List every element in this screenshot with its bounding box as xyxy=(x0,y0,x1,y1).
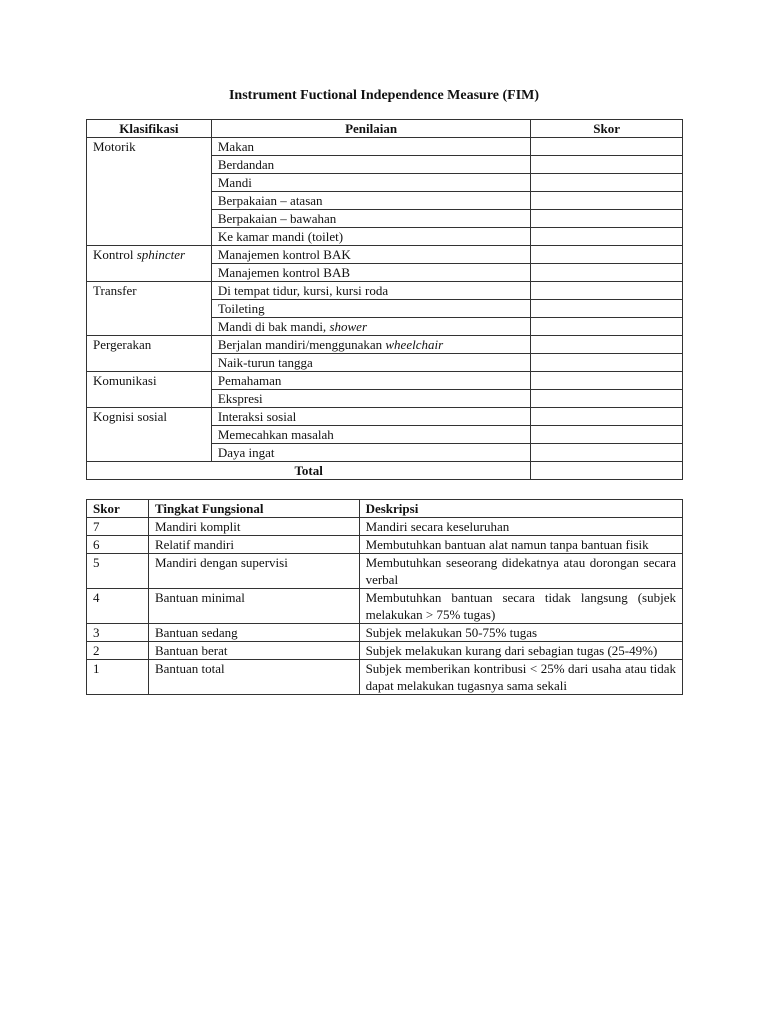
penilaian-cell xyxy=(211,192,530,210)
column-header-deskripsi: Deskripsi xyxy=(359,500,682,518)
klasifikasi-cell xyxy=(87,408,212,462)
deskripsi: Mandiri secara keseluruhan xyxy=(359,518,682,536)
penilaian-cell xyxy=(211,354,530,372)
penilaian-cell xyxy=(211,426,530,444)
deskripsi: Subjek melakukan 50-75% tugas xyxy=(359,624,682,642)
skor-cell xyxy=(531,282,683,300)
penilaian-label-italic: shower xyxy=(329,319,367,334)
penilaian-label-italic: wheelchair xyxy=(385,337,444,352)
tingkat-fungsional: Bantuan berat xyxy=(148,642,359,660)
skor-cell xyxy=(531,444,683,462)
skor-cell xyxy=(531,156,683,174)
penilaian-label: Daya ingat xyxy=(217,445,275,460)
penilaian-label: Berjalan mandiri/menggunakan xyxy=(217,337,386,352)
penilaian-label: Naik-turun tangga xyxy=(217,355,313,370)
klasifikasi-cell xyxy=(87,336,212,372)
table-row xyxy=(87,282,683,300)
klasifikasi-label: Kontrol xyxy=(93,247,137,262)
skor-cell xyxy=(531,138,683,156)
table-header-row xyxy=(87,500,683,518)
klasifikasi-label: Pergerakan xyxy=(93,337,152,352)
penilaian-cell xyxy=(211,138,530,156)
fim-assessment-table xyxy=(86,119,683,480)
penilaian-cell xyxy=(211,390,530,408)
penilaian-label: Ekspresi xyxy=(217,391,263,406)
table-row xyxy=(87,408,683,426)
fim-scale-table xyxy=(86,499,683,695)
skor-value: 4 xyxy=(87,589,149,624)
penilaian-cell xyxy=(211,336,530,354)
column-header-tingkat-fungsional: Tingkat Fungsional xyxy=(148,500,359,518)
penilaian-cell xyxy=(211,318,530,336)
penilaian-label: Manajemen kontrol BAK xyxy=(217,247,351,262)
penilaian-cell xyxy=(211,264,530,282)
penilaian-cell xyxy=(211,408,530,426)
penilaian-cell xyxy=(211,156,530,174)
table-row xyxy=(87,642,683,660)
penilaian-cell xyxy=(211,444,530,462)
penilaian-label: Ke kamar mandi (toilet) xyxy=(217,229,344,244)
klasifikasi-cell xyxy=(87,246,212,282)
deskripsi: Subjek memberikan kontribusi < 25% dari usaha atau tidak dapat melakukan tugasnya sama sekali xyxy=(359,660,682,695)
klasifikasi-cell xyxy=(87,138,212,246)
klasifikasi-label: Kognisi sosial xyxy=(93,409,168,424)
table-row xyxy=(87,518,683,536)
tingkat-fungsional: Bantuan sedang xyxy=(148,624,359,642)
penilaian-label: Mandi xyxy=(217,175,252,190)
penilaian-label: Makan xyxy=(217,139,254,154)
skor-value: 1 xyxy=(87,660,149,695)
column-header-klasifikasi: Klasifikasi xyxy=(87,120,212,138)
table-row xyxy=(87,138,683,156)
penilaian-label: Pemahaman xyxy=(217,373,282,388)
table-row xyxy=(87,660,683,695)
penilaian-label: Di tempat tidur, kursi, kursi roda xyxy=(217,283,389,298)
skor-cell xyxy=(531,426,683,444)
klasifikasi-label-italic: sphincter xyxy=(136,247,186,262)
skor-cell xyxy=(531,210,683,228)
klasifikasi-cell xyxy=(87,372,212,408)
column-header-skor: Skor xyxy=(87,500,149,518)
skor-cell xyxy=(531,390,683,408)
total-row xyxy=(87,462,683,480)
table-row xyxy=(87,589,683,624)
penilaian-label: Mandi di bak mandi, xyxy=(217,319,330,334)
penilaian-cell xyxy=(211,246,530,264)
table-row xyxy=(87,336,683,354)
penilaian-label: Berdandan xyxy=(217,157,275,172)
tingkat-fungsional: Bantuan total xyxy=(148,660,359,695)
skor-cell xyxy=(531,246,683,264)
klasifikasi-label: Motorik xyxy=(93,139,136,154)
penilaian-cell xyxy=(211,372,530,390)
penilaian-cell xyxy=(211,228,530,246)
table-header-row xyxy=(87,120,683,138)
skor-cell xyxy=(531,336,683,354)
column-header-skor: Skor xyxy=(531,120,683,138)
deskripsi: Membutuhkan bantuan secara tidak langsung (subjek melakukan > 75% tugas) xyxy=(359,589,682,624)
penilaian-label: Berpakaian – bawahan xyxy=(217,211,337,226)
skor-value: 3 xyxy=(87,624,149,642)
tingkat-fungsional: Relatif mandiri xyxy=(148,536,359,554)
table-row xyxy=(87,372,683,390)
penilaian-cell xyxy=(211,174,530,192)
penilaian-label: Manajemen kontrol BAB xyxy=(217,265,351,280)
deskripsi: Membutuhkan seseorang didekatnya atau dorongan secara verbal xyxy=(359,554,682,589)
table-row xyxy=(87,624,683,642)
penilaian-label: Toileting xyxy=(217,301,265,316)
total-skor-cell xyxy=(531,462,683,480)
page-title: Instrument Fuctional Independence Measure (FIM) xyxy=(228,88,540,103)
penilaian-label: Berpakaian – atasan xyxy=(217,193,323,208)
penilaian-label: Interaksi sosial xyxy=(217,409,297,424)
deskripsi: Membutuhkan bantuan alat namun tanpa bantuan fisik xyxy=(359,536,682,554)
skor-cell xyxy=(531,264,683,282)
klasifikasi-label: Transfer xyxy=(93,283,137,298)
skor-cell xyxy=(531,192,683,210)
skor-value: 6 xyxy=(87,536,149,554)
penilaian-cell xyxy=(211,210,530,228)
skor-cell xyxy=(531,408,683,426)
tingkat-fungsional: Mandiri komplit xyxy=(148,518,359,536)
skor-cell xyxy=(531,300,683,318)
klasifikasi-label: Komunikasi xyxy=(93,373,157,388)
skor-cell xyxy=(531,228,683,246)
skor-value: 7 xyxy=(87,518,149,536)
skor-value: 5 xyxy=(87,554,149,589)
skor-cell xyxy=(531,174,683,192)
table-row xyxy=(87,246,683,264)
deskripsi: Subjek melakukan kurang dari sebagian tugas (25-49%) xyxy=(359,642,682,660)
tingkat-fungsional: Mandiri dengan supervisi xyxy=(148,554,359,589)
skor-cell xyxy=(531,372,683,390)
penilaian-label: Memecahkan masalah xyxy=(217,427,334,442)
skor-cell xyxy=(531,318,683,336)
penilaian-cell xyxy=(211,282,530,300)
table-row xyxy=(87,536,683,554)
klasifikasi-cell xyxy=(87,282,212,336)
skor-value: 2 xyxy=(87,642,149,660)
column-header-penilaian: Penilaian xyxy=(211,120,530,138)
skor-cell xyxy=(531,354,683,372)
total-label: Total xyxy=(87,462,531,480)
table-row xyxy=(87,554,683,589)
tingkat-fungsional: Bantuan minimal xyxy=(148,589,359,624)
penilaian-cell xyxy=(211,300,530,318)
